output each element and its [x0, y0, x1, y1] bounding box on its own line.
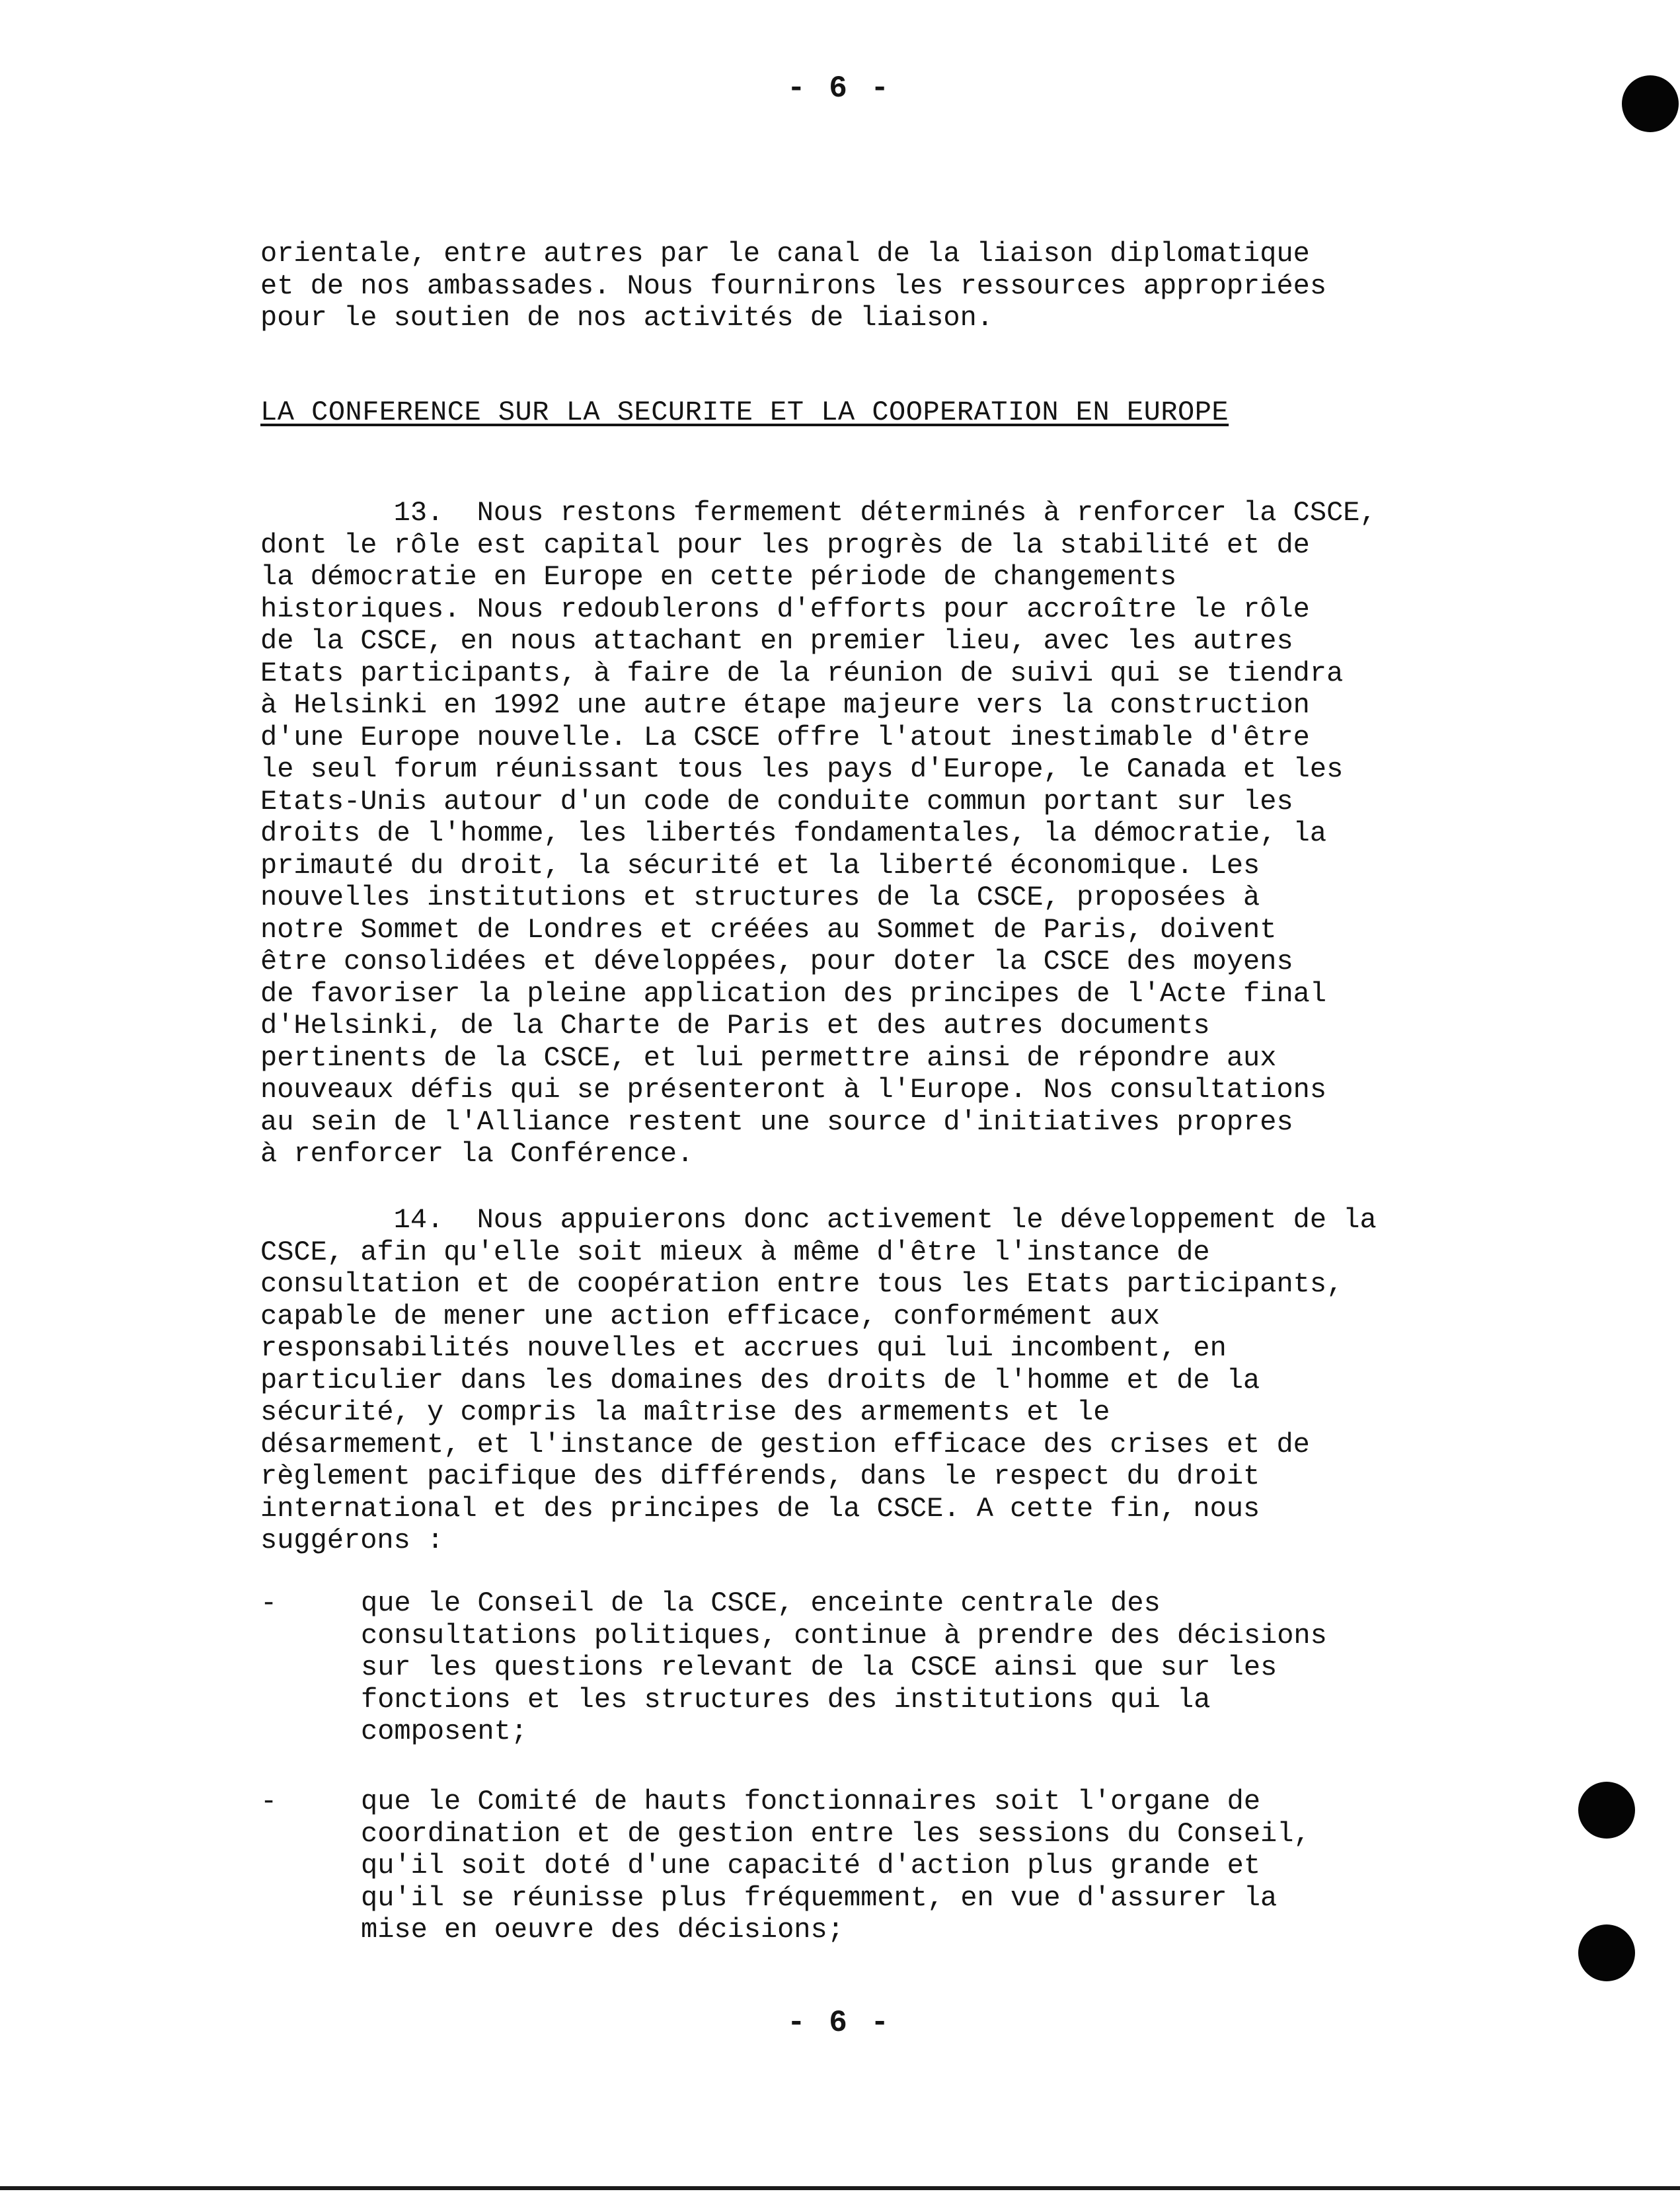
punch-hole-top: [1622, 75, 1679, 132]
paragraph-14: 14. Nous appuierons donc activement le développement de la CSCE, afin qu'elle soit mieux à même d'être l'instance de consultation et de coopération entre tous les Etats participants, capable de mener une action efficace, conformément aux responsabilités nouvelles et accrues qui lui incombent, en particulier dans les domaines des droits de l'homme et de la sécurité, y compris la maîtrise des armements et le désarmement, et l'instance de gestion efficace des crises et de règlement pacifique des différends, dans le respect du droit international et des principes de la CSCE. A cette fin, nous suggérons :: [260, 1204, 1377, 1556]
section-heading: LA CONFERENCE SUR LA SECURITE ET LA COOPERATION EN EUROPE: [260, 397, 1229, 428]
intro-paragraph: orientale, entre autres par le canal de la liaison diplomatique et de nos ambassades. Nous fournirons les ressources appropriées pour le soutien de nos activités de liaison.: [260, 238, 1327, 334]
paragraph-13: 13. Nous restons fermement déterminés à renforcer la CSCE, dont le rôle est capital pour les progrès de la stabilité et de la démocratie en Europe en cette période de changements historiques. Nous redoublerons d'efforts pour accroître le rôle de la CSCE, en nous attachant en premier lieu, avec les autres Etats participants, à faire de la réunion de suivi qui se tiendra à Helsinki en 1992 une autre étape majeure vers la construction d'une Europe nouvelle. La CSCE offre l'atout inestimable d'être le seul forum réunissant tous les pays d'Europe, le Canada et les Etats-Unis autour d'un code de conduite commun portant sur les droits de l'homme, les libertés fondamentales, la démocratie, la primauté du droit, la sécurité et la liberté économique. Les nouvelles institutions et structures de la CSCE, proposées à notre Sommet de Londres et créées au Sommet de Paris, doivent être consolidées et développées, pour doter la CSCE des moyens de favoriser la pleine application des principes de l'Acte final d'Helsinki, de la Charte de Paris et des autres documents pertinents de la CSCE, et lui permettre ainsi de répondre aux nouveaux défis qui se présenteront à l'Europe. Nos consultations au sein de l'Alliance restent une source d'initiatives propres à renforcer la Conférence.: [260, 497, 1377, 1170]
bullet-marker-2: -: [260, 1786, 278, 1817]
bullet-text-2: que le Comité de hauts fonctionnaires soit l'organe de coordination et de gestion entre les sessions du Conseil, qu'il soit doté d'une capacité d'action plus grande et qu'il se réunisse plus fréquemment, en vue d'assurer la mise en oeuvre des décisions;: [361, 1786, 1311, 1946]
page-number-top: - 6 -: [786, 71, 892, 106]
bottom-edge-rule: [0, 2186, 1680, 2190]
punch-hole-bottom: [1578, 1924, 1635, 1981]
page-number-bottom: - 6 -: [786, 2006, 892, 2040]
punch-hole-middle: [1578, 1782, 1635, 1839]
bullet-marker-1: -: [260, 1587, 278, 1619]
bullet-text-1: que le Conseil de la CSCE, enceinte centrale des consultations politiques, continue à prendre des décisions sur les questions relevant de la CSCE ainsi que sur les fonctions et les structures des institutions qui la composent;: [361, 1587, 1327, 1747]
